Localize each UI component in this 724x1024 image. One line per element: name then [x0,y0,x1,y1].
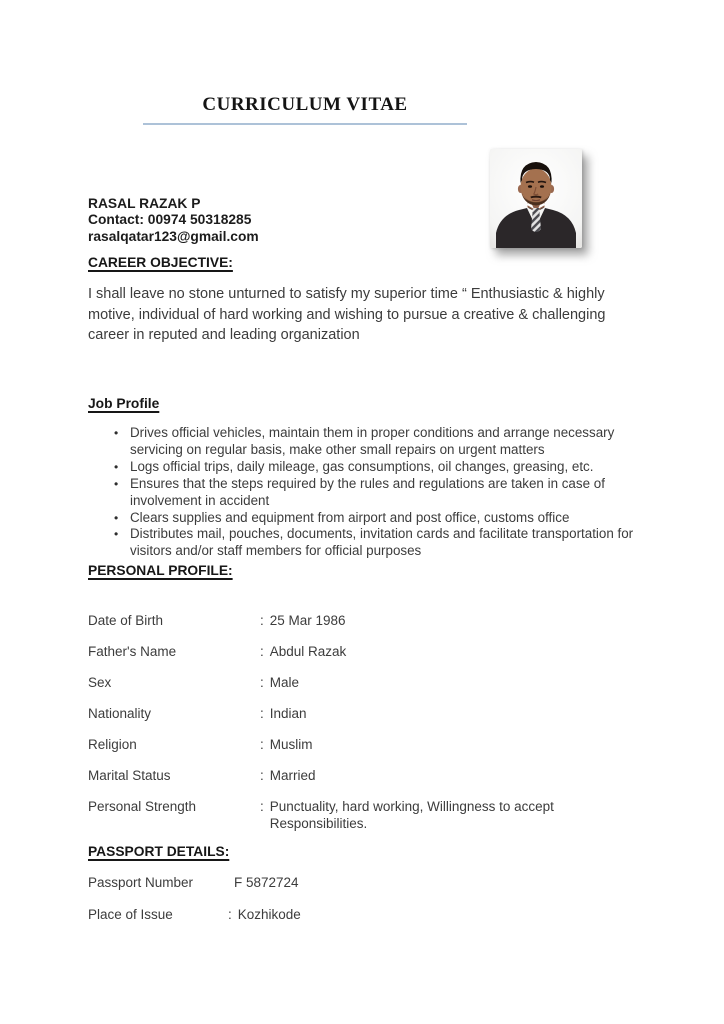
profile-row [88,736,648,767]
contact-line [88,212,259,228]
job-profile-item-text: Ensures that the steps required by the rules and regulations are taken in case of involvement in accident [130,475,605,508]
profile-row-value: Married [269,768,316,783]
profile-row-label: Father's Name [88,644,177,659]
profile-row-value: 25 Mar 1986 [269,613,346,628]
job-profile-item-text: Distributes mail, pouches, documents, invitation cards and facilitate transportation for visitors and/or staff members for official purposes [130,526,634,559]
job-profile-item-text: Clears supplies and equipment from airport and post office, customs office [130,509,570,525]
contact-number: 00974 50318285 [147,212,252,228]
email-text: rasalqatar123@gmail.com [88,228,259,244]
personal-profile-heading: PERSONAL PROFILE: [88,563,233,578]
bullet-icon: • [114,459,119,474]
profile-row-value: Male [269,675,300,690]
profile-row-value: Abdul Razak [269,644,347,659]
passport-row-label: Passport Number [88,875,194,890]
job-profile-item [114,459,646,476]
passport-row [88,906,648,938]
job-profile-item [114,476,646,510]
profile-row-label: Sex [88,675,112,690]
job-profile-item-text: Logs official trips, daily mileage, gas consumptions, oil changes, greasing, etc. [130,458,594,474]
profile-row-separator: : [260,737,264,752]
profile-row-separator: : [260,706,264,721]
personal-profile-rows [88,612,648,832]
bullet-icon: • [114,510,119,525]
portrait-photo-graphic [490,149,582,248]
job-profile-item [114,526,646,560]
passport-row-value: F 5872724 [234,875,299,890]
profile-row [88,612,648,643]
profile-photo [490,149,582,248]
profile-row-label: Religion [88,737,137,752]
profile-row-label: Marital Status [88,768,171,783]
profile-row-value: Indian [269,706,307,721]
profile-row-value: Muslim [269,737,313,752]
passport-row-value: Kozhikode [237,907,301,922]
person-name: RASAL RAZAK P [88,196,201,211]
profile-row-label: Date of Birth [88,613,164,628]
job-profile-heading: Job Profile [88,396,160,411]
profile-row-separator: : [260,675,264,690]
contact-label: Contact: [88,212,144,228]
document-title: CURRICULUM VITAE [202,94,408,115]
job-profile-item-text: Drives official vehicles, maintain them in proper conditions and arrange necessary servicing on regular basis, make other small repairs on urgent matters [130,425,615,457]
profile-row-value: Punctuality, hard working, Willingness to accept Responsibilities. [269,799,554,831]
profile-row [88,674,648,705]
passport-row-label: Place of Issue [88,907,173,922]
profile-row-label: Nationality [88,706,152,721]
profile-row-separator: : [260,768,264,783]
career-objective-text: I shall leave no stone unturned to satisfy my superior time “ Enthusiastic & highly motive, individual of hard working and wishing to pursue a creative & challenging career in reputed and leading organization [88,286,614,343]
profile-row-separator: : [260,613,264,628]
profile-row [88,643,648,674]
bullet-icon: • [114,476,119,491]
passport-row-separator: : [228,907,232,922]
passport-details-heading: PASSPORT DETAILS: [88,844,230,859]
job-profile-item [114,510,646,527]
bullet-icon: • [114,426,119,440]
profile-row-label: Personal Strength [88,799,197,814]
profile-row [88,705,648,736]
profile-row [88,798,648,832]
job-profile-item [114,425,646,459]
passport-details-rows [88,874,648,938]
profile-row [88,767,648,798]
profile-row-separator: : [260,644,264,659]
job-profile-list [114,425,646,560]
profile-row-separator: : [260,799,264,814]
document-title-block [143,94,467,125]
passport-row [88,874,648,906]
career-objective-heading: CAREER OBJECTIVE: [88,255,233,270]
identity-block [88,196,259,245]
bullet-icon: • [114,527,119,542]
